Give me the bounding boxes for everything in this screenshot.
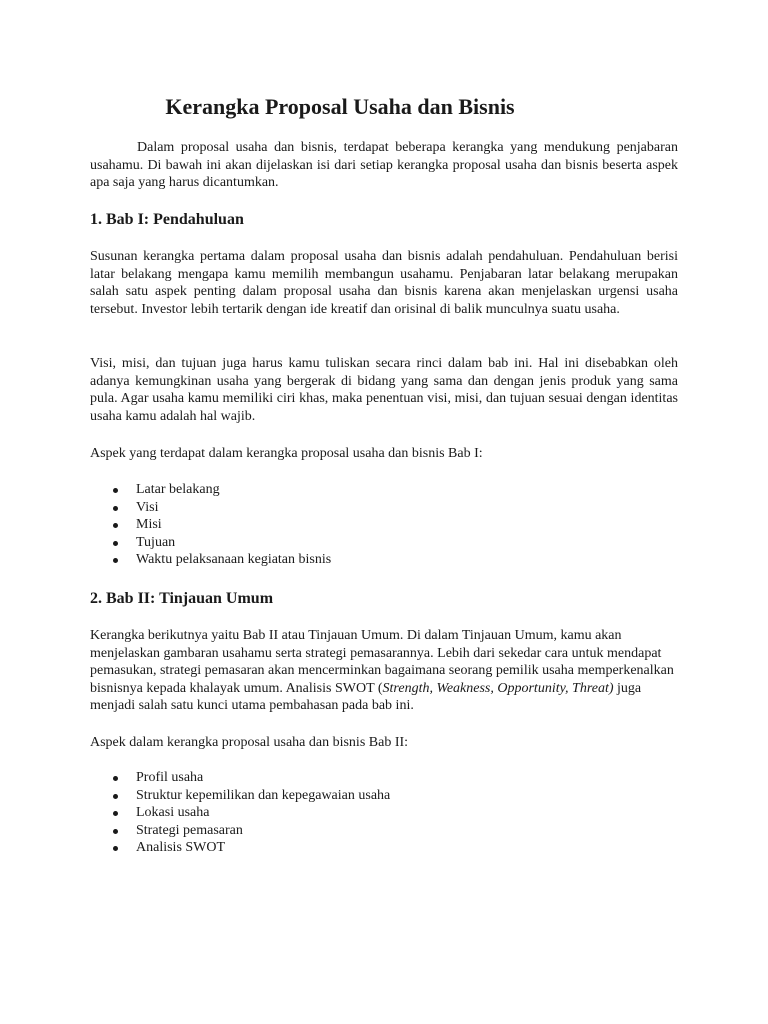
bullet-icon — [113, 829, 118, 834]
bullet-icon — [113, 541, 118, 546]
section-heading-bab-1: 1. Bab I: Pendahuluan — [90, 211, 244, 228]
list-item: Misi — [90, 516, 331, 534]
bab-2-paragraph: Kerangka berikutnya yaitu Bab II atau Tinjauan Umum. Di dalam Tinjauan Umum, kamu akan menjelaskan gambaran usahamu serta strategi pemasarannya. Lebih dari sekedar cara untuk mendapat pemasukan, strategi pemasaran akan mencerminkan bagaimana seorang pemilik usaha memperkenalkan bisnisnya kepada khalayak umum. Analisis SWOT (Strength, Weakness, Opportunity, Threat) juga menjadi salah satu kunci utama pembahasan pada bab ini. — [90, 628, 674, 714]
bab-1-aspect-list — [90, 481, 331, 569]
list-item: Lokasi usaha — [90, 804, 390, 822]
bullet-icon — [113, 488, 118, 493]
bullet-icon — [113, 846, 118, 851]
bullet-icon — [113, 794, 118, 799]
bab-1-list-intro: Aspek yang terdapat dalam kerangka proposal usaha dan bisnis Bab I: — [90, 446, 483, 461]
list-item: Strategi pemasaran — [90, 822, 390, 840]
section-heading-bab-2: 2. Bab II: Tinjauan Umum — [90, 590, 274, 607]
list-item: Tujuan — [90, 534, 331, 552]
bullet-icon — [113, 506, 118, 511]
bab-2-list-intro: Aspek dalam kerangka proposal usaha dan bisnis Bab II: — [90, 735, 409, 750]
bullet-icon — [113, 776, 118, 781]
list-item: Profil usaha — [90, 769, 390, 787]
bab-2-aspect-list — [90, 769, 390, 857]
bullet-icon — [113, 523, 118, 528]
document-page — [90, 0, 678, 1024]
bullet-icon — [113, 811, 118, 816]
list-item: Visi — [90, 499, 331, 517]
bab-1-paragraph-1: Susunan kerangka pertama dalam proposal usaha dan bisnis adalah pendahuluan. Pendahuluan berisi latar belakang mengapa kamu memilih membangun usahamu. Penjabaran latar belakang merupakan salah satu aspek penting dalam proposal usaha dan bisnis karena akan menjelaskan urgensi usaha tersebut. Investor lebih tertarik dengan ide kreatif dan orisinal di balik munculnya suatu usaha. — [90, 249, 678, 317]
bullet-icon — [113, 558, 118, 563]
list-item: Latar belakang — [90, 481, 331, 499]
list-item: Struktur kepemilikan dan kepegawaian usaha — [90, 787, 390, 805]
list-item: Waktu pelaksanaan kegiatan bisnis — [90, 551, 331, 569]
document-title: Kerangka Proposal Usaha dan Bisnis — [165, 94, 515, 119]
list-item: Analisis SWOT — [90, 839, 390, 857]
bab-1-paragraph-2: Visi, misi, dan tujuan juga harus kamu tuliskan secara rinci dalam bab ini. Hal ini disebabkan oleh adanya kemungkinan usaha yang bergerak di bidang yang sama dan dengan jenis produk yang sama pula. Agar usaha kamu memiliki ciri khas, maka penentuan visi, misi, dan tujuan sesuai dengan identitas usaha kamu adalah hal wajib. — [90, 356, 678, 424]
intro-paragraph: Dalam proposal usaha dan bisnis, terdapat beberapa kerangka yang mendukung penjabaran usahamu. Di bawah ini akan dijelaskan isi dari setiap kerangka proposal usaha dan bisnis beserta aspek apa saja yang harus dicantumkan. — [90, 140, 678, 191]
